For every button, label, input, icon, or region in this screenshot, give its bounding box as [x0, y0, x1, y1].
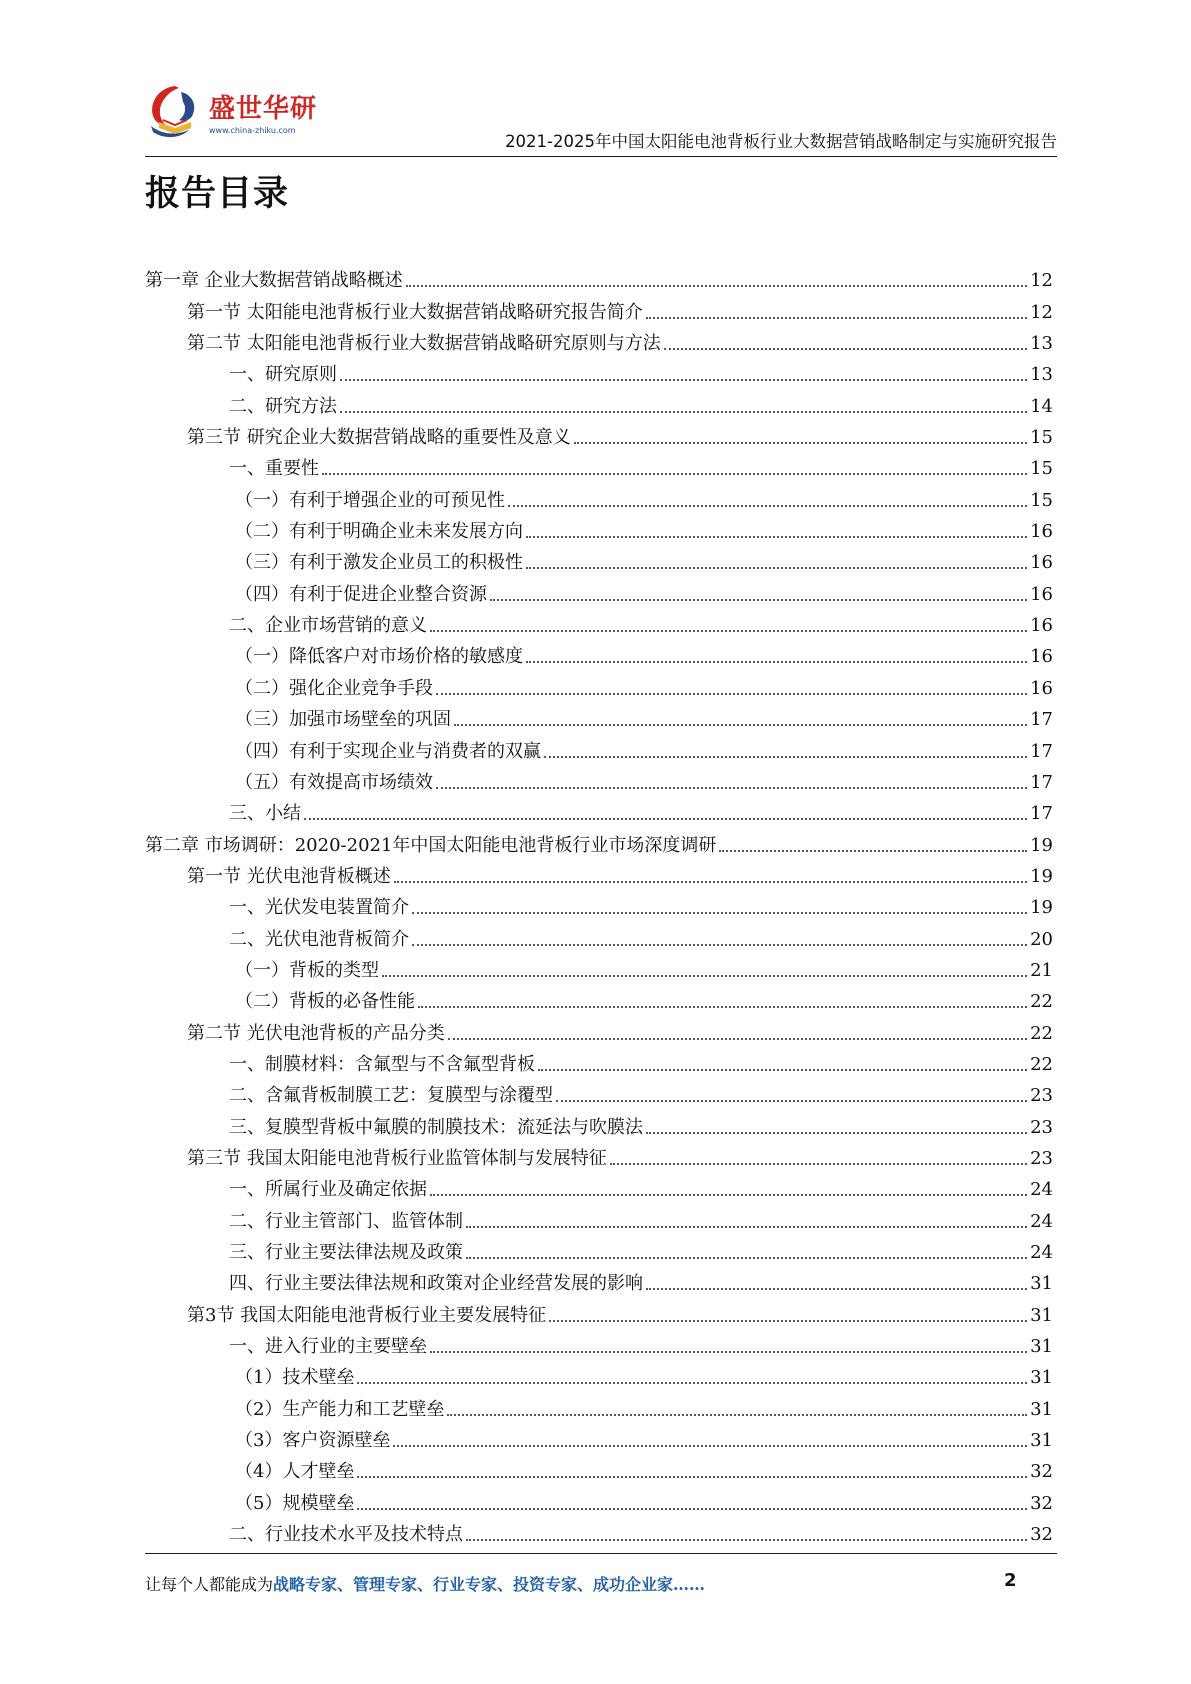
toc-entry[interactable]: [145, 356, 1053, 387]
toc-entry[interactable]: [145, 1328, 1053, 1359]
toc-entry-page: 17: [1030, 709, 1053, 731]
toc-dot-leader: [664, 348, 1027, 350]
toc-entry[interactable]: [145, 1422, 1053, 1453]
toc-entry[interactable]: [145, 293, 1053, 324]
toc-entry[interactable]: [145, 638, 1053, 669]
toc-entry-label: 三、小结: [229, 803, 301, 825]
toc-entry-label: 第三节 我国太阳能电池背板行业监管体制与发展特征: [187, 1147, 607, 1169]
toc-dot-leader: [447, 1414, 1027, 1416]
toc-entry-page: 31: [1030, 1367, 1053, 1389]
footer-slogan-roles: 战略专家、管理专家、行业专家、投资专家、成功企业家……: [273, 1575, 706, 1594]
toc-entry-label: （二）有利于明确企业未来发展方向: [235, 521, 523, 543]
toc-dot-leader: [556, 1100, 1027, 1102]
toc-dot-leader: [646, 1288, 1027, 1290]
toc-dot-leader: [304, 818, 1027, 820]
toc-entry[interactable]: [145, 858, 1053, 889]
toc-entry-page: 22: [1030, 1022, 1053, 1044]
toc-entry-label: 第二节 光伏电池背板的产品分类: [187, 1022, 445, 1044]
toc-entry-label: （3）客户资源壁垒: [235, 1430, 391, 1452]
toc-dot-leader: [646, 1132, 1027, 1134]
toc-dot-leader: [544, 756, 1027, 758]
toc-entry-page: 31: [1030, 1336, 1053, 1358]
toc-entry[interactable]: [145, 1140, 1053, 1171]
toc-entry-page: 17: [1030, 740, 1053, 762]
toc-entry[interactable]: [145, 1077, 1053, 1108]
toc-entry-label: 第一章 企业大数据营销战略概述: [145, 270, 403, 292]
toc-entry-page: 31: [1030, 1304, 1053, 1326]
toc-dot-leader: [466, 1539, 1027, 1541]
toc-entry[interactable]: [145, 1484, 1053, 1515]
toc-entry-label: （四）有利于实现企业与消费者的双赢: [235, 740, 541, 762]
toc-entry-page: 32: [1030, 1492, 1053, 1514]
toc-dot-leader: [646, 317, 1027, 319]
toc-dot-leader: [454, 724, 1027, 726]
toc-entry[interactable]: [145, 920, 1053, 951]
toc-entry[interactable]: [145, 669, 1053, 700]
toc-entry-label: 第二章 市场调研：2020-2021年中国太阳能电池背板行业市场深度调研: [145, 834, 717, 856]
toc-entry-page: 22: [1030, 991, 1053, 1013]
toc-dot-leader: [719, 850, 1027, 852]
toc-entry-label: （三）加强市场壁垒的巩固: [235, 709, 451, 731]
toc-entry[interactable]: [145, 325, 1053, 356]
toc-entry-page: 19: [1030, 865, 1053, 887]
toc-entry-page: 16: [1030, 677, 1053, 699]
toc-dot-leader: [549, 1320, 1027, 1322]
toc-entry-label: 第3节 我国太阳能电池背板行业主要发展特征: [187, 1304, 547, 1326]
toc-entry[interactable]: [145, 983, 1053, 1014]
toc-dot-leader: [430, 630, 1027, 632]
header-divider: [145, 156, 1057, 157]
toc-entry[interactable]: [145, 826, 1053, 857]
toc-entry[interactable]: [145, 450, 1053, 481]
footer-slogan: [145, 1572, 705, 1595]
page-title: 报告目录: [145, 174, 290, 214]
toc-dot-leader: [508, 505, 1027, 507]
toc-entry-label: 二、研究方法: [229, 395, 337, 417]
toc-entry-page: 23: [1030, 1116, 1053, 1138]
toc-entry-label: （二）强化企业竞争手段: [235, 677, 433, 699]
toc-entry-label: （一）背板的类型: [235, 959, 379, 981]
table-of-contents: [145, 262, 1053, 1547]
toc-entry[interactable]: [145, 513, 1053, 544]
toc-entry-label: 一、重要性: [229, 458, 319, 480]
toc-dot-leader: [430, 1194, 1027, 1196]
toc-entry-label: 第三节 研究企业大数据营销战略的重要性及意义: [187, 427, 571, 449]
toc-entry[interactable]: [145, 262, 1053, 293]
toc-entry-label: 第一节 太阳能电池背板行业大数据营销战略研究报告简介: [187, 301, 643, 323]
toc-dot-leader: [526, 661, 1027, 663]
toc-entry-label: 一、研究原则: [229, 364, 337, 386]
toc-entry-page: 13: [1030, 333, 1053, 355]
toc-entry-page: 13: [1030, 364, 1053, 386]
toc-entry-label: 四、行业主要法律法规和政策对企业经营发展的影响: [229, 1273, 643, 1295]
page-header: [145, 78, 1057, 158]
toc-entry-page: 23: [1030, 1085, 1053, 1107]
toc-entry-label: 二、光伏电池背板简介: [229, 928, 409, 950]
toc-entry-page: 19: [1030, 834, 1053, 856]
toc-entry[interactable]: [145, 795, 1053, 826]
toc-entry-page: 15: [1030, 489, 1053, 511]
toc-entry-label: （一）降低客户对市场价格的敏感度: [235, 646, 523, 668]
toc-entry[interactable]: [145, 575, 1053, 606]
toc-dot-leader: [357, 1382, 1027, 1384]
toc-entry-page: 16: [1030, 646, 1053, 668]
toc-entry-label: 第二节 太阳能电池背板行业大数据营销战略研究原则与方法: [187, 333, 661, 355]
toc-entry-label: （三）有利于激发企业员工的积极性: [235, 552, 523, 574]
page-number: 2: [1004, 1570, 1017, 1591]
company-logo: [145, 82, 317, 146]
toc-entry-label: 一、进入行业的主要壁垒: [229, 1336, 427, 1358]
toc-entry-page: 23: [1030, 1147, 1053, 1169]
toc-entry[interactable]: [145, 387, 1053, 418]
toc-entry-label: 三、行业主要法律法规及政策: [229, 1242, 463, 1263]
toc-entry[interactable]: [145, 952, 1053, 983]
toc-dot-leader: [466, 1226, 1027, 1228]
toc-entry-page: 24: [1030, 1179, 1053, 1201]
toc-dot-leader: [538, 1069, 1027, 1071]
toc-entry[interactable]: [145, 764, 1053, 795]
toc-entry-label: （五）有效提高市场绩效: [235, 771, 433, 793]
toc-dot-leader: [394, 881, 1027, 883]
toc-entry-label: （二）背板的必备性能: [235, 991, 415, 1013]
toc-entry-label: 二、含氟背板制膜工艺：复膜型与涂覆型: [229, 1085, 553, 1107]
toc-entry-label: 三、复膜型背板中氟膜的制膜技术：流延法与吹膜法: [229, 1116, 643, 1138]
toc-dot-leader: [340, 411, 1027, 413]
toc-entry-label: 二、行业主管部门、监管体制: [229, 1210, 463, 1232]
toc-entry[interactable]: [145, 1453, 1053, 1484]
toc-entry-page: 16: [1030, 552, 1053, 574]
toc-dot-leader: [526, 536, 1027, 538]
toc-entry[interactable]: [145, 1516, 1053, 1547]
toc-dot-leader: [526, 567, 1027, 569]
footer-divider: [145, 1553, 1057, 1554]
toc-dot-leader: [357, 1476, 1027, 1478]
toc-entry[interactable]: [145, 1046, 1053, 1077]
toc-dot-leader: [340, 379, 1027, 381]
toc-entry-label: 二、企业市场营销的意义: [229, 615, 427, 637]
toc-dot-leader: [610, 1163, 1027, 1165]
toc-dot-leader: [430, 1351, 1027, 1353]
toc-entry-page: 15: [1030, 458, 1053, 480]
toc-entry-page: 32: [1030, 1461, 1053, 1483]
report-title: 2021-2025年中国太阳能电池背板行业大数据营销战略制定与实施研究报告: [505, 132, 1057, 151]
toc-entry[interactable]: [145, 1234, 1053, 1265]
toc-entry-page: 24: [1030, 1242, 1053, 1263]
toc-entry-page: 14: [1030, 395, 1053, 417]
toc-dot-leader: [393, 1445, 1027, 1447]
toc-entry-label: 一、光伏发电装置简介: [229, 897, 409, 919]
toc-entry-page: 31: [1030, 1273, 1053, 1295]
toc-entry[interactable]: [145, 732, 1053, 763]
toc-dot-leader: [406, 285, 1027, 287]
toc-dot-leader: [357, 1508, 1027, 1510]
toc-entry-page: 12: [1030, 270, 1053, 292]
toc-dot-leader: [322, 473, 1027, 475]
toc-entry-label: （四）有利于促进企业整合资源: [235, 583, 487, 605]
toc-entry-page: 17: [1030, 803, 1053, 825]
toc-entry[interactable]: [145, 1014, 1053, 1045]
toc-entry-page: 16: [1030, 583, 1053, 605]
toc-entry-page: 15: [1030, 427, 1053, 449]
toc-entry[interactable]: [145, 1265, 1053, 1296]
toc-entry[interactable]: [145, 1108, 1053, 1139]
toc-dot-leader: [448, 1038, 1027, 1040]
toc-entry[interactable]: [145, 1296, 1053, 1327]
toc-dot-leader: [490, 599, 1027, 601]
toc-entry-page: 12: [1030, 301, 1053, 323]
toc-entry[interactable]: [145, 701, 1053, 732]
toc-entry-label: 二、行业技术水平及技术特点: [229, 1524, 463, 1546]
logo-name: 盛世华研: [209, 94, 318, 124]
toc-dot-leader: [412, 912, 1027, 914]
toc-entry-label: 第一节 光伏电池背板概述: [187, 865, 391, 887]
toc-entry-page: 22: [1030, 1053, 1053, 1075]
toc-entry-label: 一、所属行业及确定依据: [229, 1179, 427, 1201]
footer-slogan-lead: 让每个人都能成为: [145, 1575, 274, 1594]
toc-entry[interactable]: [145, 481, 1053, 512]
toc-dot-leader: [436, 693, 1027, 695]
toc-dot-leader: [382, 975, 1027, 977]
toc-entry-page: 32: [1030, 1524, 1053, 1546]
toc-entry[interactable]: [145, 607, 1053, 638]
toc-dot-leader: [574, 442, 1027, 444]
toc-entry-label: （5）规模壁垒: [235, 1492, 355, 1514]
toc-entry[interactable]: [145, 419, 1053, 450]
toc-dot-leader: [412, 944, 1027, 946]
toc-entry-page: 16: [1030, 615, 1053, 637]
toc-entry[interactable]: [145, 1390, 1053, 1421]
toc-entry-page: 31: [1030, 1430, 1053, 1452]
toc-entry-label: （2）生产能力和工艺壁垒: [235, 1398, 445, 1420]
toc-entry[interactable]: [145, 1171, 1053, 1202]
toc-dot-leader: [466, 1257, 1027, 1259]
toc-entry-page: 20: [1030, 928, 1053, 950]
toc-entry[interactable]: [145, 1359, 1053, 1390]
toc-entry-page: 19: [1030, 897, 1053, 919]
logo-url: www.china-zhiku.com: [209, 126, 296, 135]
toc-entry-page: 24: [1030, 1210, 1053, 1232]
logo-emblem-icon: [145, 82, 207, 144]
toc-entry-label: （4）人才壁垒: [235, 1461, 355, 1483]
toc-dot-leader: [418, 1006, 1027, 1008]
toc-entry-label: （1）技术壁垒: [235, 1367, 355, 1389]
toc-entry-page: 17: [1030, 771, 1053, 793]
toc-entry-label: 一、制膜材料：含氟型与不含氟型背板: [229, 1053, 535, 1075]
toc-entry[interactable]: [145, 544, 1053, 575]
toc-entry-page: 21: [1030, 959, 1053, 981]
toc-entry-page: 31: [1030, 1398, 1053, 1420]
toc-dot-leader: [436, 787, 1027, 789]
toc-entry-label: （一）有利于增强企业的可预见性: [235, 489, 505, 511]
toc-entry-page: 16: [1030, 521, 1053, 543]
toc-entry[interactable]: [145, 1202, 1053, 1233]
toc-entry[interactable]: [145, 889, 1053, 920]
